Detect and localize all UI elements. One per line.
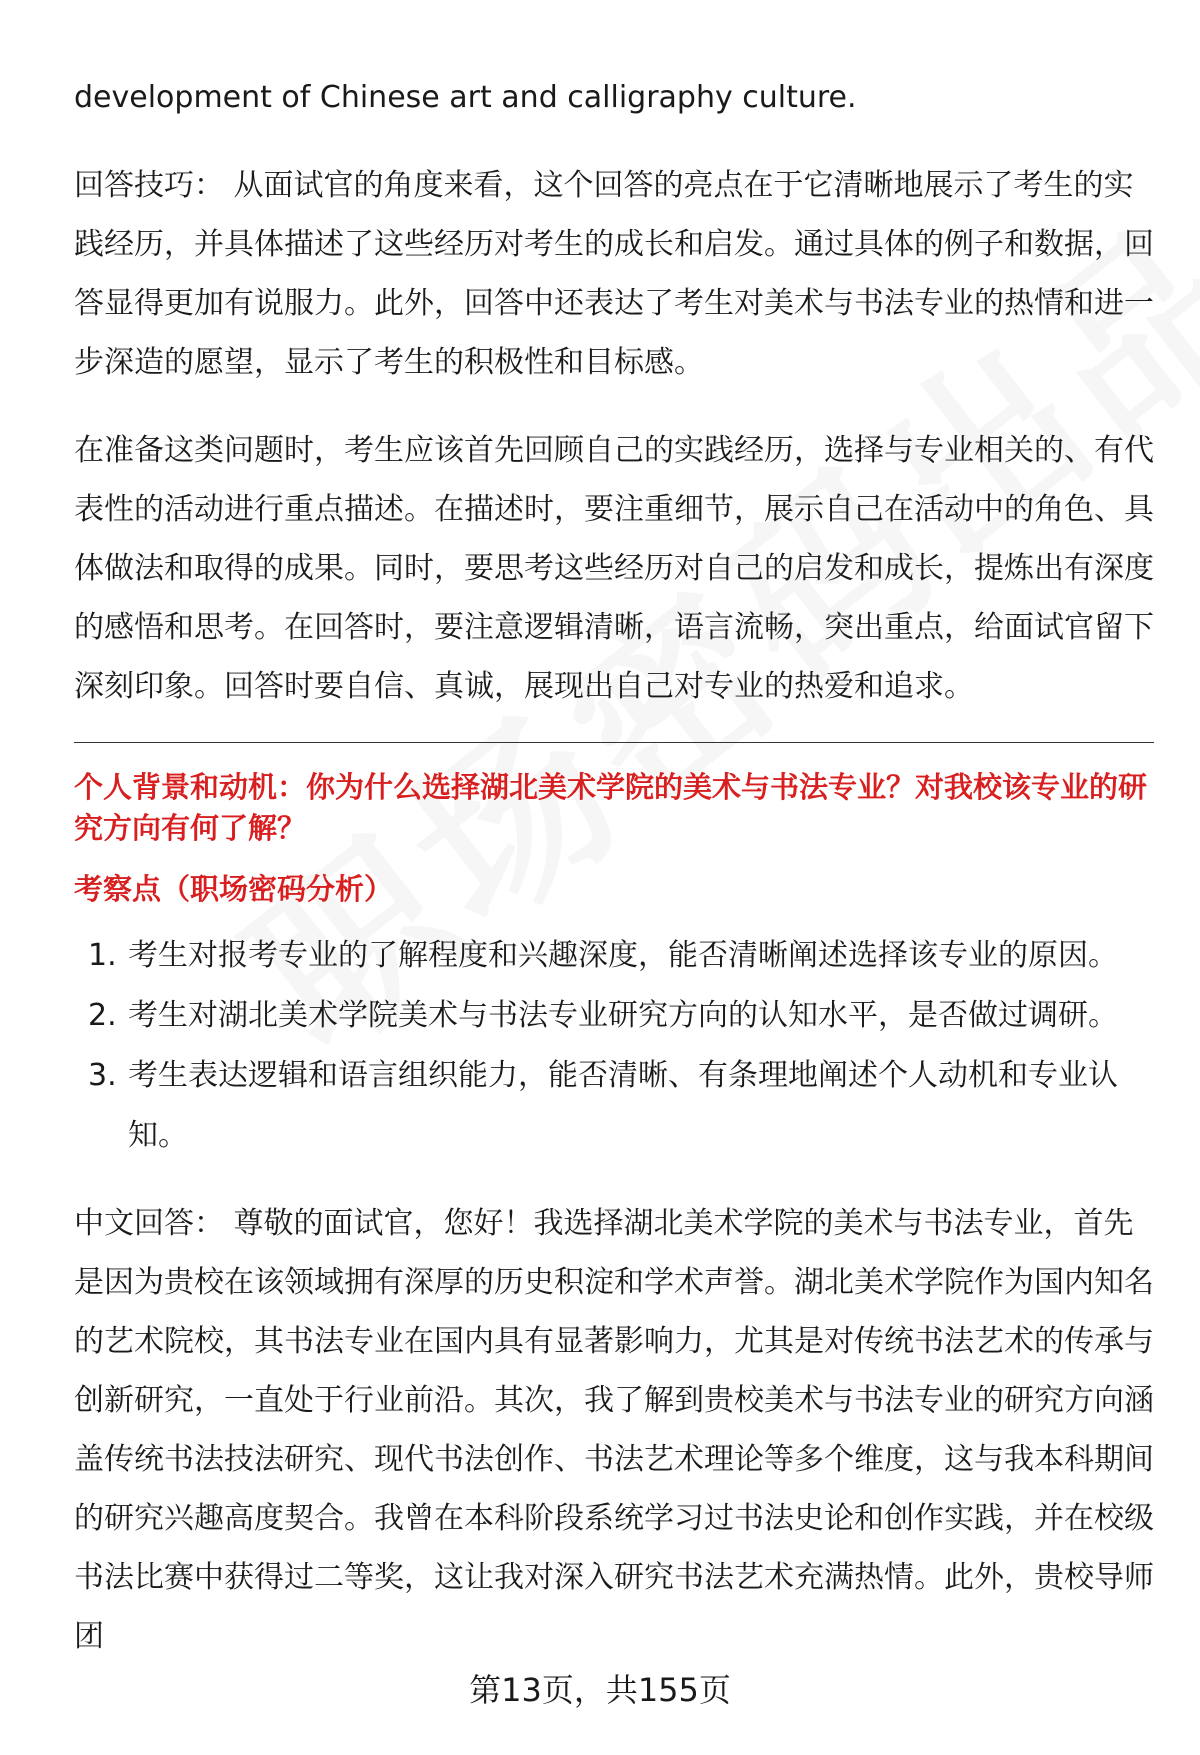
answer-tips-paragraph: 回答技巧： 从面试官的角度来看，这个回答的亮点在于它清晰地展示了考生的实践经历，并具体描述了这些经历对考生的成长和启发。通过具体的例子和数据，回答显得更加有说服力。此外，回答中还表达了考生对美术与书法专业的热情和进一步深造的愿望，显示了考生的积极性和目标感。 bbox=[74, 168, 1154, 380]
chinese-answer-paragraph: 中文回答： 尊敬的面试官，您好！我选择湖北美术学院的美术与书法专业，首先是因为贵校在该领域拥有深厚的历史积淀和学术声誉。湖北美术学院作为国内知名的艺术院校，其书法专业在国内具有显著影响力，尤其是对传统书法艺术的传承与创新研究，一直处于行业前沿。其次，我了解到贵校美术与书法专业的研究方向涵盖传统书法技法研究、现代书法创作、书法艺术理论等多个维度，这与我本科期间的研究兴趣高度契合。我曾在本科阶段系统学习过书法史论和创作实践，并在校级书法比赛中获得过二等奖，这让我对深入研究书法艺术充满热情。此外，贵校导师团 bbox=[74, 1206, 1154, 1654]
list-item-text: 考生对湖北美术学院美术与书法专业研究方向的认知水平，是否做过调研。 bbox=[128, 998, 1118, 1033]
page-number-footer: 第13页，共155页 bbox=[469, 1671, 731, 1709]
assessment-points-list bbox=[74, 926, 1154, 1166]
preparation-advice-paragraph: 在准备这类问题时，考生应该首先回顾自己的实践经历，选择与专业相关的、有代表性的活动进行重点描述。在描述时，要注重细节，展示自己在活动中的角色、具体做法和取得的成果。同时，要思考这些经历对自己的启发和成长，提炼出有深度的感悟和思考。在回答时，要注意逻辑清晰，语言流畅，突出重点，给面试官留下深刻印象。回答时要自信、真诚，展现出自己对专业的热爱和追求。 bbox=[74, 433, 1154, 704]
list-item-text: 考生表达逻辑和语言组织能力，能否清晰、有条理地阐述个人动机和专业认知。 bbox=[128, 1058, 1118, 1153]
assessment-points-heading: 考察点（职场密码分析） bbox=[74, 872, 394, 906]
list-item bbox=[74, 926, 1154, 986]
list-item-number: 1. bbox=[88, 938, 117, 973]
list-item-number: 3. bbox=[88, 1058, 117, 1093]
list-item-number: 2. bbox=[88, 998, 117, 1033]
list-item bbox=[74, 1046, 1154, 1166]
question-title: 个人背景和动机：你为什么选择湖北美术学院的美术与书法专业？对我校该专业的研究方向有何了解？ bbox=[74, 770, 1148, 845]
list-item-text: 考生对报考专业的了解程度和兴趣深度，能否清晰阐述选择该专业的原因。 bbox=[128, 938, 1118, 973]
section-divider bbox=[74, 742, 1154, 743]
continued-paragraph: development of Chinese art and calligraphy culture. bbox=[74, 80, 857, 115]
page-content bbox=[74, 68, 1154, 1666]
list-item bbox=[74, 986, 1154, 1046]
